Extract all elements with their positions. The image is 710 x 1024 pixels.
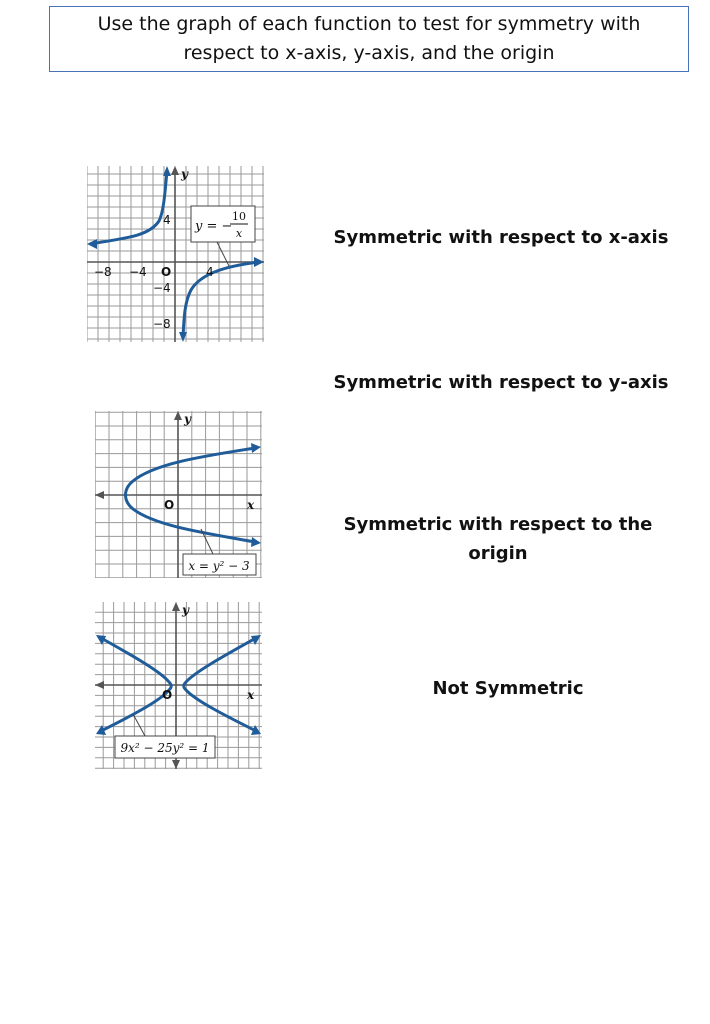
y-tick-neg8: −8 [153,317,171,331]
arrow-lower-icon [251,537,261,547]
equation-label: 9x² − 25y² = 1 [120,741,210,755]
y-axis-label: y [184,412,191,426]
y-axis-label: y [182,603,189,617]
equation-numerator: 10 [232,210,246,223]
graph-parabola-plot [95,411,262,578]
graph-reciprocal-plot [87,166,264,342]
graph-hyperbola[interactable] [95,602,262,769]
y-axis-label: y [181,167,188,181]
y-axis-arrow-icon [171,166,179,175]
option-label: Not Symmetric [432,678,584,699]
x-axis-label: x [247,688,255,702]
arrow-upper-icon [251,443,261,453]
option-label-line-2: origin [468,543,528,564]
instructions-line-2: respect to x-axis, y-axis, and the origin [183,42,555,64]
origin-label: O [164,498,175,512]
option-x-axis[interactable] [320,223,682,252]
x-axis-arrow-icon [95,681,104,689]
x-tick-neg8: −8 [94,265,112,279]
x-axis-arrow-icon [95,491,104,499]
graph-parabola[interactable] [95,411,262,578]
option-label: Symmetric with respect to x-axis [333,227,669,248]
y-tick-neg4: −4 [153,281,171,295]
instructions-box [49,6,689,72]
x-tick-neg4: −4 [129,265,147,279]
y-axis-arrow-icon [172,602,180,611]
option-y-axis[interactable] [320,368,682,397]
option-label-line-1: Symmetric with respect to the [343,514,653,535]
x-axis-label: x [247,498,255,512]
option-origin[interactable] [320,510,676,568]
option-label: Symmetric with respect to y-axis [333,372,669,393]
y-tick-4: 4 [163,213,171,227]
graph-hyperbola-plot [95,602,262,769]
equation-denominator: x [235,227,243,240]
x-tick-4: 4 [206,265,214,279]
y-axis-down-arrow-icon [172,760,180,769]
origin-label: O [162,688,173,702]
option-not-symmetric[interactable] [360,674,656,703]
equation-lhs: y = − [195,219,233,234]
origin-label: O [161,265,172,279]
graph-reciprocal[interactable] [87,166,264,342]
instructions-line-1: Use the graph of each function to test for symmetry with [97,13,641,35]
equation-label: x = y² − 3 [188,559,250,573]
